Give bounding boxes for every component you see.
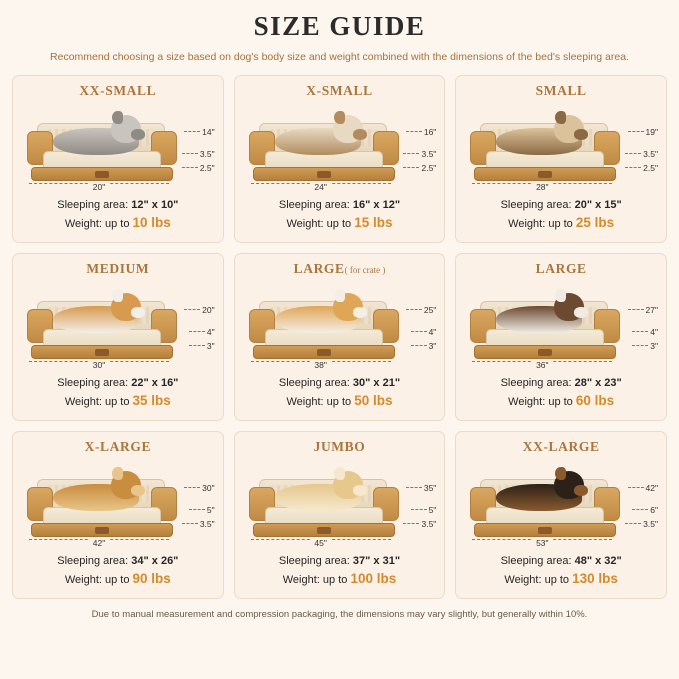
weight-label: Weight: [64,574,102,587]
dog-snout [131,485,145,496]
weight-up-to: up to [322,574,348,587]
dimension-total-height: 35" [406,483,436,493]
dimension-tick [625,167,641,168]
dimension-tick [189,345,205,346]
size-card [12,431,224,599]
bed-illustration [241,279,439,375]
dog-ear [334,289,345,302]
sleeping-area-value: 30" x 21" [352,376,401,389]
dimension-width: 24" [251,177,391,195]
dimension-tick [632,331,648,332]
dimension-mattress-height: 3" [189,341,215,351]
dimension-tick [411,331,427,332]
weight-value: 100 lbs [350,571,397,587]
size-card-specs [279,553,400,590]
weight-line [501,213,622,233]
weight-label: Weight: [508,396,546,409]
dog-illustration [496,295,582,333]
size-card-specs [57,553,178,590]
dimension-bolster-height: 3.5" [182,149,215,159]
dimension-bolster-height: 5" [189,505,215,515]
size-card-specs [57,197,178,234]
size-card [12,75,224,243]
dog-snout [131,129,145,140]
bed-illustration [241,457,439,553]
sleeping-area-value: 37" x 31" [352,554,401,567]
sleeping-area-line [57,375,178,392]
size-card-title [86,261,149,277]
dog-bed-graphic [470,301,620,359]
size-card-grid [0,75,679,599]
dimension-tick [411,345,427,346]
weight-line [279,391,400,411]
weight-label: Weight: [64,218,102,231]
dimension-total-height: 20" [184,305,214,315]
dimension-mattress-height: 3" [411,341,437,351]
dimension-tick [184,131,200,132]
dimension-mattress-height: 3" [632,341,658,351]
sleeping-area-value: 12" x 10" [131,198,179,211]
dog-ear [555,111,566,124]
size-card-title [523,439,600,455]
dimension-tick [406,309,422,310]
dimension-width: 38" [251,355,391,373]
dimension-width: 36" [472,355,612,373]
weight-up-to: up to [105,396,130,409]
dimension-bolster-height: 4" [411,327,437,337]
dimension-bolster-height: 5" [411,505,437,515]
weight-line [57,569,178,589]
dimension-total-height: 19" [628,127,658,137]
sleeping-area-line [501,197,622,214]
weight-label: Weight: [282,574,320,587]
sleeping-area-value: 28" x 23" [574,376,622,389]
sleeping-area-line [279,553,400,570]
size-card-specs [57,375,178,412]
dimension-tick [403,523,419,524]
sleeping-area-label: Sleeping area: [57,198,129,211]
dog-bed-graphic [27,301,177,359]
sleeping-area-label: Sleeping area: [278,198,350,211]
size-card-title [314,439,366,455]
dimension-tick [625,153,641,154]
sleeping-area-line [57,553,178,570]
dimension-bolster-height: 4" [632,327,658,337]
dimension-tick [403,167,419,168]
size-card-specs [501,375,622,412]
dimension-total-height: 25" [406,305,436,315]
dog-bed-graphic [470,123,620,181]
weight-label: Weight: [286,218,324,231]
dog-snout [574,129,588,140]
dog-illustration [53,473,139,511]
dimension-tick [632,345,648,346]
sleeping-area-label: Sleeping area: [278,554,350,567]
dog-snout [353,307,367,318]
sleeping-area-line [279,375,400,392]
dog-snout [131,307,145,318]
dog-bed-graphic [470,479,620,537]
weight-label: Weight: [504,574,542,587]
dimension-tick [411,509,427,510]
size-card-title [85,439,151,455]
dog-ear [555,467,566,480]
dimension-mattress-height: 2.5" [403,163,436,173]
sleeping-area-line [57,197,178,214]
dimension-total-height: 42" [628,483,658,493]
bed-illustration [19,101,217,197]
dog-illustration [53,117,139,155]
weight-line [57,391,178,411]
size-card-name: JUMBO [313,438,366,454]
dimension-bolster-height: 3.5" [403,149,436,159]
dog-bed-graphic [27,479,177,537]
dimension-tick [628,131,644,132]
dimension-bolster-height: 4" [189,327,215,337]
sleeping-area-label: Sleeping area: [57,376,129,389]
dog-illustration [275,295,361,333]
dog-snout [574,307,588,318]
sleeping-area-value: 20" x 15" [574,198,622,211]
dog-ear [112,111,123,124]
weight-value: 60 lbs [575,393,615,409]
weight-line [279,213,400,233]
dimension-tick [184,487,200,488]
size-card-name: X-LARGE [84,438,152,454]
dimension-tick [189,509,205,510]
weight-line [57,213,178,233]
dog-illustration [275,473,361,511]
bed-illustration [462,457,660,553]
dimension-mattress-height: 3.5" [182,519,215,529]
sleeping-area-line [501,375,622,392]
dog-snout [353,485,367,496]
weight-up-to: up to [326,218,352,231]
dimension-width: 45" [251,533,391,551]
dog-ear [334,111,345,124]
footer-note: Due to manual measurement and compression packaging, the dimensions may vary slightly, but generally within 10%. [91,608,588,620]
bed-illustration [241,101,439,197]
weight-up-to: up to [548,396,573,409]
size-card-specs [279,197,400,234]
weight-value: 15 lbs [354,215,393,231]
weight-line [501,569,622,589]
weight-value: 10 lbs [132,215,171,231]
dimension-mattress-height: 3.5" [625,519,658,529]
size-card-name: X-SMALL [306,82,373,98]
size-card-specs [501,197,622,234]
dog-snout [574,485,588,496]
sleeping-area-line [501,553,622,570]
dimension-tick [189,331,205,332]
weight-up-to: up to [105,574,130,587]
dimension-width: 28" [472,177,612,195]
weight-label: Weight: [508,218,546,231]
dimension-mattress-height: 3.5" [403,519,436,529]
dimension-tick [406,487,422,488]
size-card [455,431,667,599]
weight-value: 50 lbs [354,393,393,409]
page-title: SIZE GUIDE [253,11,426,41]
dimension-total-height: 14" [184,127,214,137]
size-card-title [536,83,587,99]
weight-value: 35 lbs [132,393,171,409]
sleeping-area-line [279,197,400,214]
dimension-tick [628,309,644,310]
dimension-width: 30" [29,355,169,373]
dog-illustration [275,117,361,155]
size-card-title [294,261,386,277]
dimension-total-height: 30" [184,483,214,493]
size-card [234,253,446,421]
weight-line [279,569,400,589]
dog-illustration [496,117,582,155]
dog-bed-graphic [249,123,399,181]
size-card-name: XX-LARGE [522,438,600,454]
dimension-tick [182,523,198,524]
size-card-name: XX-SMALL [79,82,157,98]
dog-ear [334,467,345,480]
sleeping-area-value: 16" x 12" [352,198,401,211]
dimension-tick [184,309,200,310]
size-card-name: SMALL [535,82,587,98]
dimension-total-height: 27" [628,305,658,315]
dimension-mattress-height: 2.5" [625,163,658,173]
weight-up-to: up to [326,396,352,409]
bed-illustration [462,279,660,375]
weight-value: 130 lbs [572,571,618,587]
size-card-title [79,83,156,99]
weight-label: Weight: [286,396,324,409]
dog-bed-graphic [27,123,177,181]
dimension-tick [182,167,198,168]
dimension-tick [406,131,422,132]
weight-label: Weight: [64,396,102,409]
bed-illustration [19,457,217,553]
sleeping-area-value: 22" x 16" [131,376,179,389]
weight-up-to: up to [548,218,573,231]
sleeping-area-value: 34" x 26" [131,554,179,567]
weight-value: 25 lbs [575,215,615,231]
dog-illustration [496,473,582,511]
weight-line [501,391,622,411]
size-card-specs [279,375,400,412]
dimension-tick [628,487,644,488]
dimension-bolster-height: 6" [632,505,658,515]
size-card-specs [501,553,622,590]
dimension-bolster-height: 3.5" [625,149,658,159]
dimension-width: 53" [472,533,612,551]
size-card [234,75,446,243]
dog-bed-graphic [249,301,399,359]
dimension-total-height: 16" [406,127,436,137]
sleeping-area-label: Sleeping area: [57,554,129,567]
size-card [12,253,224,421]
dog-ear [112,467,123,480]
dimension-tick [625,523,641,524]
bed-illustration [19,279,217,375]
size-card [455,75,667,243]
weight-up-to: up to [544,574,570,587]
dimension-mattress-height: 2.5" [182,163,215,173]
dog-bed-graphic [249,479,399,537]
size-card-name: LARGE [535,260,587,276]
sleeping-area-value: 48" x 32" [574,554,622,567]
dimension-width: 42" [29,533,169,551]
size-card-title [306,83,372,99]
dog-illustration [53,295,139,333]
size-card [455,253,667,421]
dimension-width: 20" [29,177,169,195]
size-card-note: ( for crate ) [344,264,386,275]
dimension-tick [632,509,648,510]
sleeping-area-label: Sleeping area: [278,376,350,389]
dimension-tick [182,153,198,154]
dog-ear [555,289,566,302]
dog-snout [353,129,367,140]
size-card-title [536,261,587,277]
sleeping-area-label: Sleeping area: [500,198,572,211]
weight-up-to: up to [105,218,130,231]
dog-ear [112,289,123,302]
sleeping-area-label: Sleeping area: [500,376,572,389]
size-card-name: MEDIUM [86,260,150,276]
weight-value: 90 lbs [132,571,171,587]
bed-illustration [462,101,660,197]
size-card [234,431,446,599]
dimension-tick [403,153,419,154]
page-subtitle: Recommend choosing a size based on dog's body size and weight combined with the dimensions of the bed's sleeping area. [50,50,629,63]
size-card-name: LARGE [293,260,345,276]
sleeping-area-label: Sleeping area: [500,554,572,567]
